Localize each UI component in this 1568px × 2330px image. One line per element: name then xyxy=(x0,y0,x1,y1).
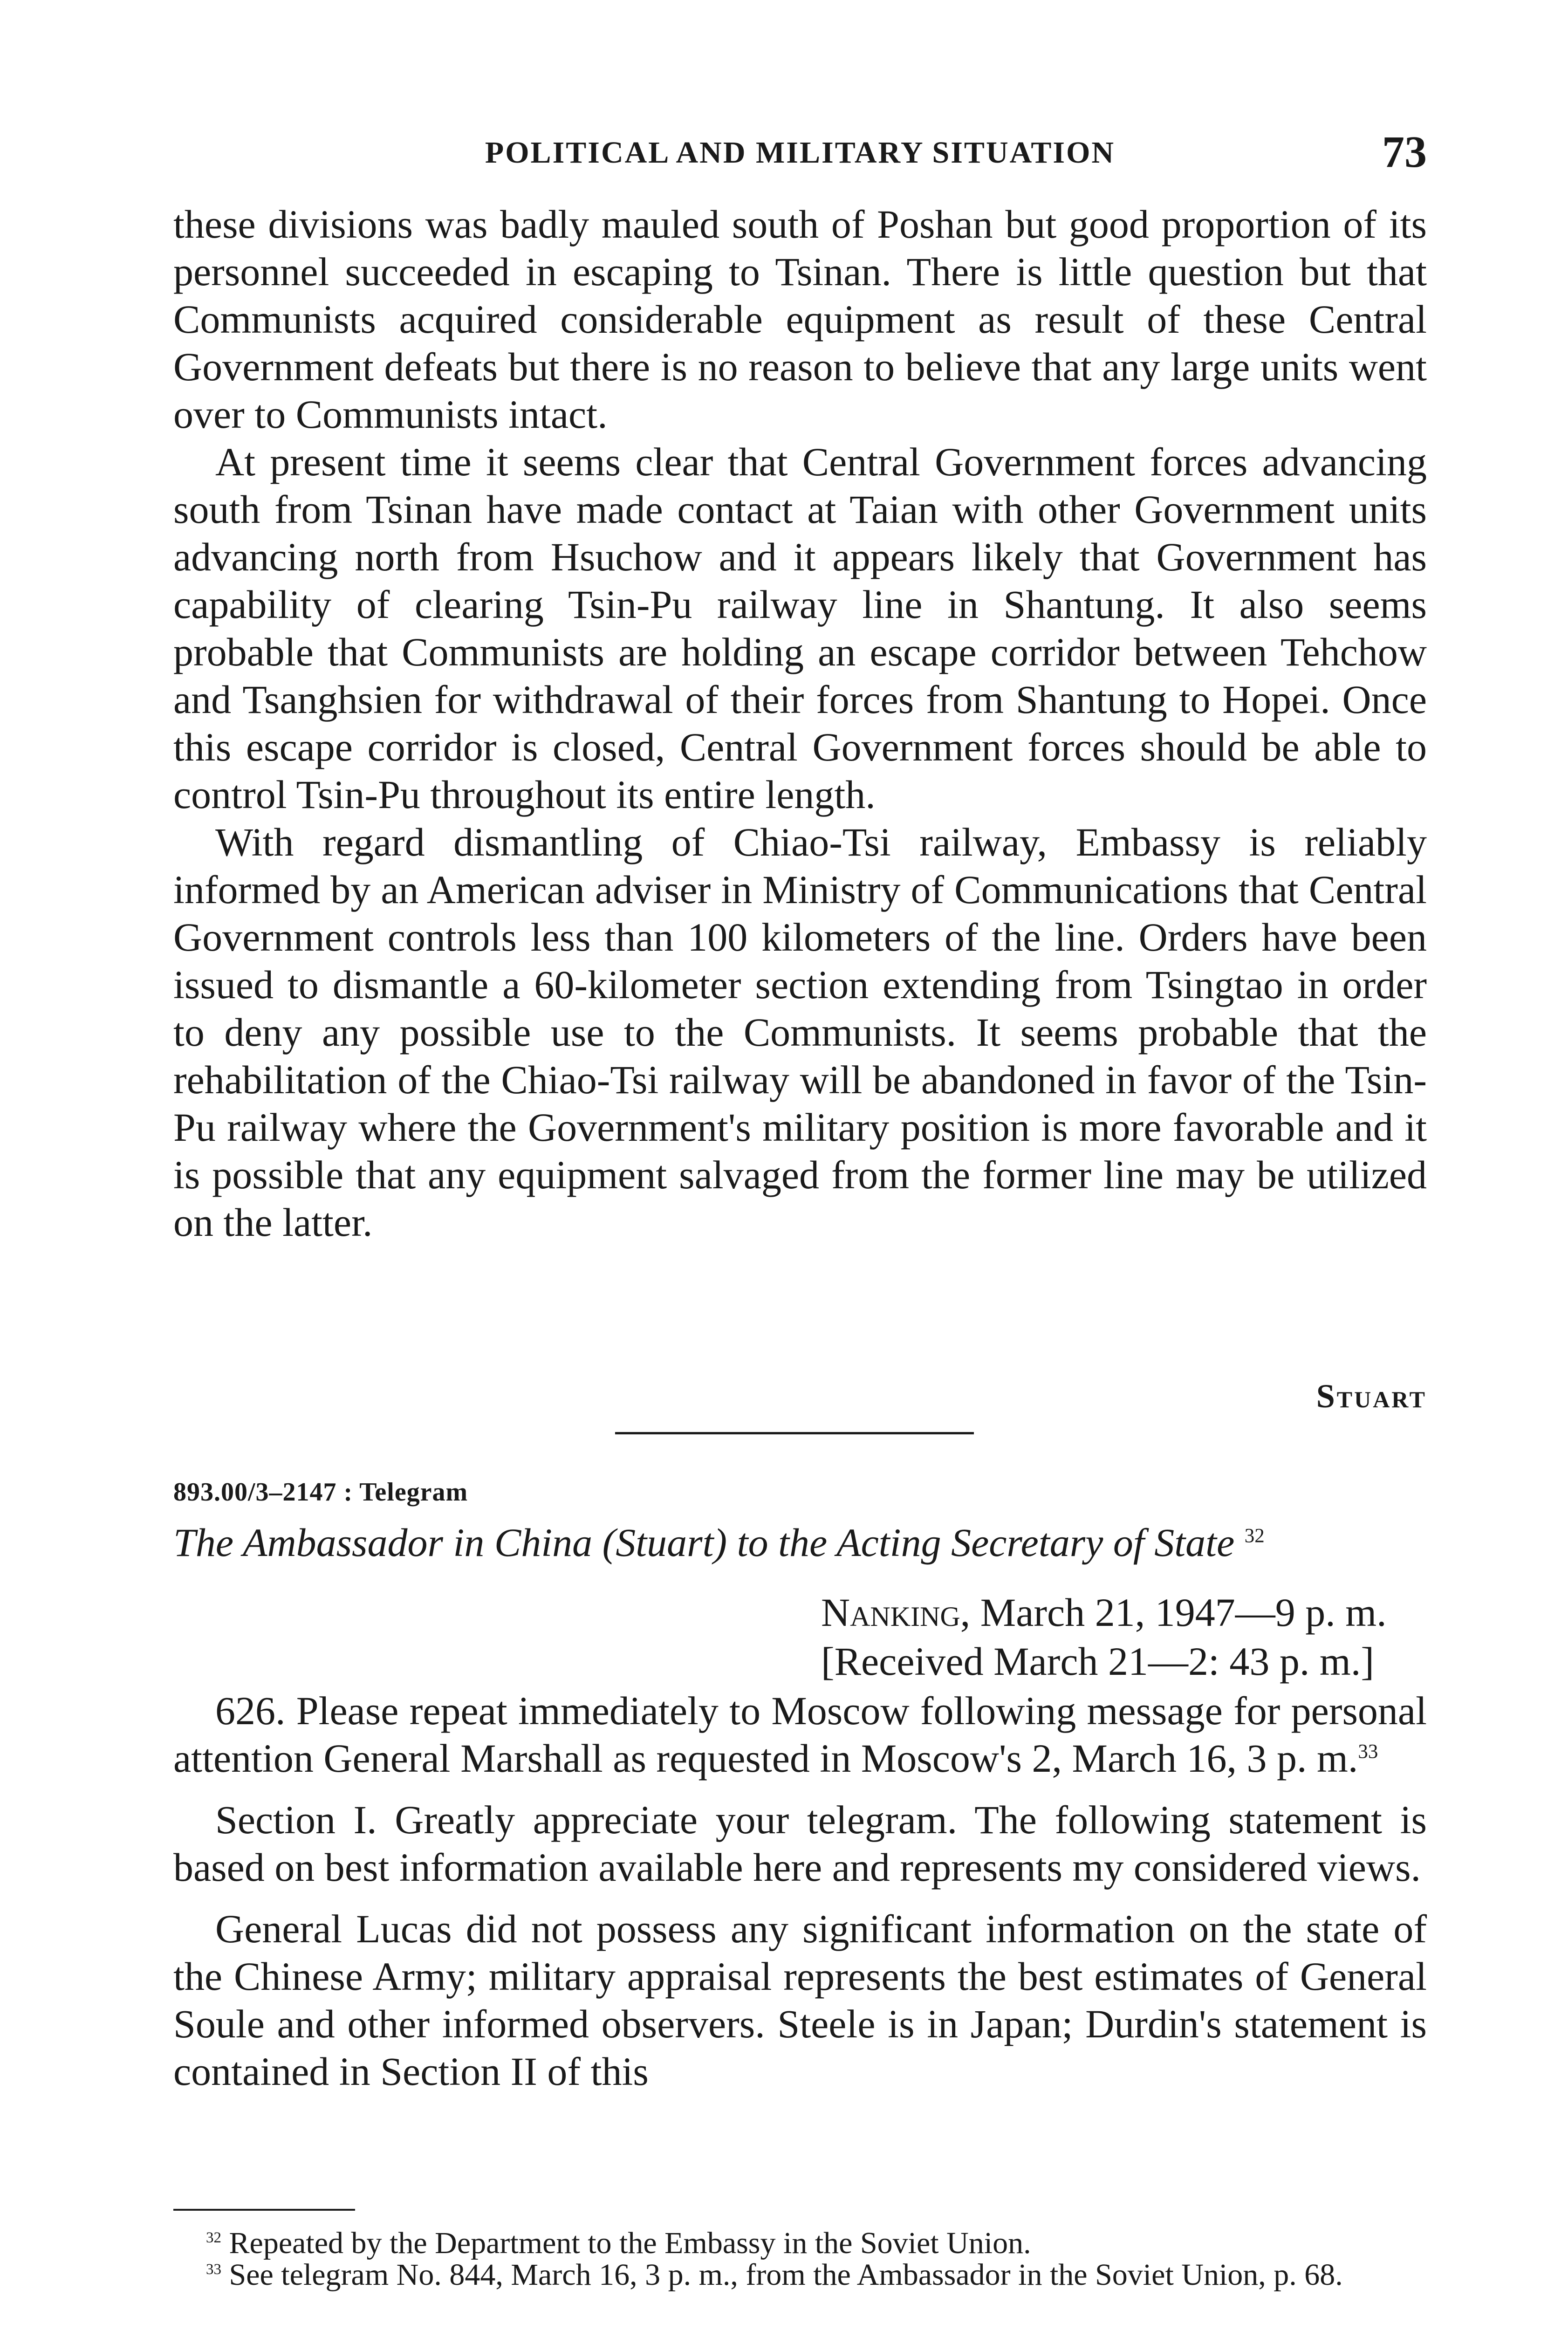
footnote-33 xyxy=(173,2259,1427,2291)
footnote-text-32: Repeated by the Department to the Embassy in the Soviet Union. xyxy=(229,2226,1031,2260)
footnote-text-33: See telegram No. 844, March 16, 3 p. m., from the Ambassador in the Soviet Union, p. 68. xyxy=(229,2258,1343,2292)
footnote-marker-32: 32 xyxy=(206,2229,221,2246)
footnote-ref-33: 33 xyxy=(1358,1741,1378,1763)
running-title: POLITICAL AND MILITARY SITUATION xyxy=(485,136,1116,170)
running-head xyxy=(173,126,1427,177)
dateline xyxy=(821,1589,1427,1636)
paragraph-626-text: 626. Please repeat immediately to Moscow following message for personal attention General Marshall as requested in Moscow's 2, March 16, 3 p. m. xyxy=(173,1688,1427,1781)
footnote-32 xyxy=(173,2227,1427,2259)
telegram-body xyxy=(173,1687,1427,2109)
footnotes xyxy=(173,2227,1427,2291)
received-line: [Received March 21—2: 43 p. m.] xyxy=(821,1639,1374,1684)
footnote-ref-32: 32 xyxy=(1244,1525,1265,1547)
paragraph-general-lucas: General Lucas did not possess any significant information on the state of the Chinese Army; military appraisal represents the best estimates of General Soule and other informed observers. Steele is in Japan; Durdin's statement is contained in Section II of this xyxy=(173,1906,1427,2094)
paragraph-section-i: Section I. Greatly appreciate your telegram. The following statement is based on best information available here and represents my considered views. xyxy=(173,1797,1427,1890)
dateline-date: , March 21, 1947—9 p. m. xyxy=(960,1590,1387,1635)
file-reference: 893.00/3–2147 : Telegram xyxy=(173,1478,468,1507)
document-title xyxy=(173,1519,1427,1566)
paragraph-tsin-pu: At present time it seems clear that Central Government forces advancing south from Tsinan have made contact at Taian with other Government units advancing north from Hsuchow and it appears likely that Government has capability of clearing Tsin-Pu railway line in Shantung. It also seems probable that Communists are holding an escape corridor between Tehchow and Tsanghsien for withdrawal of their forces from Shantung to Hopei. Once this escape corridor is closed, Central Government forces should be able to control Tsin-Pu throughout its entire length. xyxy=(173,439,1427,817)
footnote-marker-33: 33 xyxy=(206,2261,221,2278)
paragraph-626 xyxy=(173,1687,1427,1782)
paragraph-continuation: these divisions was badly mauled south of Poshan but good proportion of its personnel succeeded in escaping to Tsinan. There is little question but that Communists acquired considerable equipment as result of these Central Government defeats but there is no reason to believe that any large units went over to Communists intact. xyxy=(173,202,1427,437)
footnote-divider xyxy=(173,2209,355,2211)
document-title-text: The Ambassador in China (Stuart) to the Acting Secretary of State xyxy=(173,1520,1235,1565)
section-divider xyxy=(615,1432,974,1434)
paragraph-chiao-tsi: With regard dismantling of Chiao-Tsi railway, Embassy is reliably informed by an American adviser in Ministry of Communications that Central Government controls less than 100 kilometers of the line. Orders have been issued to dismantle a 60-kilometer section extending from Tsingtao in order to deny any possible use to the Communists. It seems probable that the rehabilitation of the Chiao-Tsi railway will be abandoned in favor of the Tsin-Pu railway where the Government's military position is more favorable and it is possible that any equipment salvaged from the former line may be utilized on the latter. xyxy=(173,820,1427,1245)
page-number: 73 xyxy=(1382,127,1427,177)
signature: Stuart xyxy=(1316,1377,1427,1415)
continued-telegram-text xyxy=(173,200,1427,1246)
dateline-place: Nanking xyxy=(821,1590,960,1635)
